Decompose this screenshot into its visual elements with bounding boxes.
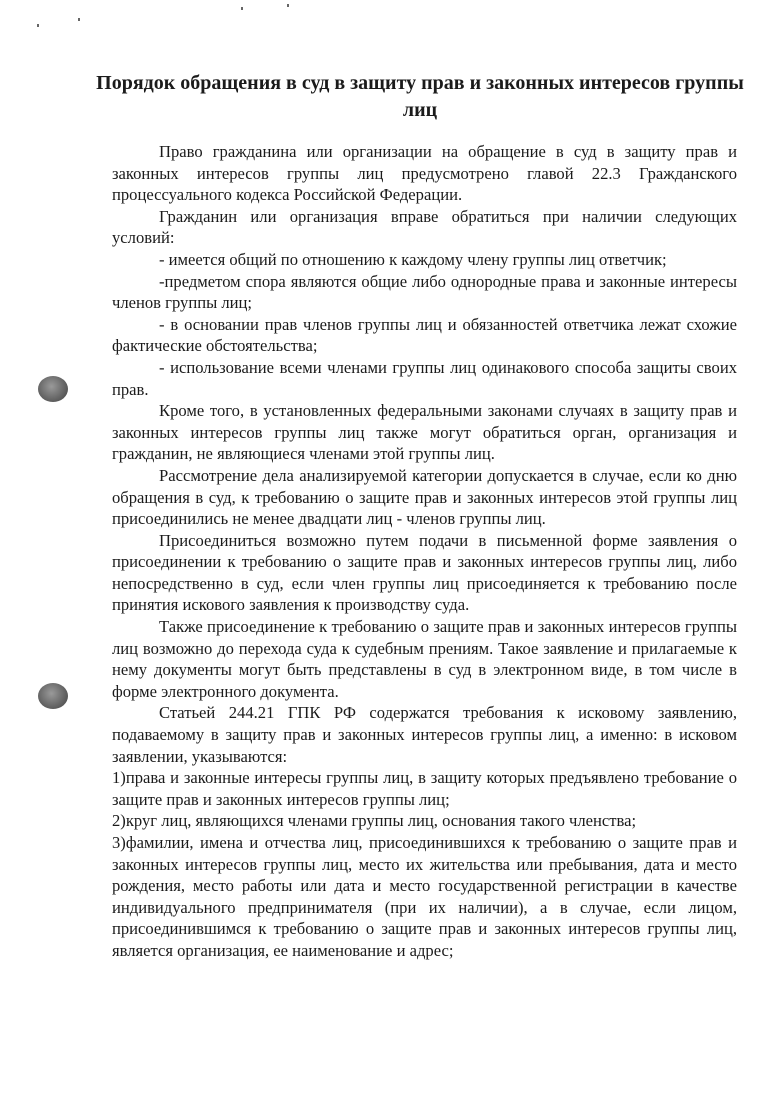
list-item: - имеется общий по отношению к каждому члену группы лиц ответчик; <box>159 249 667 269</box>
paragraph: Рассмотрение дела анализируемой категории допускается в случае, если ко дню обращения в суд, к требованию о защите прав и законных интересов этой группы лиц присоединились не менее двадцати лиц - членов группы лиц. <box>112 465 737 529</box>
scan-speck <box>78 18 80 21</box>
numbered-item: 2)круг лиц, являющихся членами группы лиц, основания такого членства; <box>112 811 637 831</box>
punch-hole-icon <box>38 376 68 402</box>
list-item: - использование всеми членами группы лиц одинакового способа защиты своих прав. <box>112 357 737 399</box>
paragraph: Гражданин или организация вправе обратиться при наличии следующих условий: <box>112 206 737 248</box>
paragraph: Право гражданина или организации на обращение в суд в защиту прав и законных интересов группы лиц предусмотрено главой 22.3 Гражданского процессуального кодекса Российской Федерации. <box>112 142 737 205</box>
punch-hole-icon <box>38 683 68 709</box>
scan-speck <box>37 24 39 27</box>
numbered-item: 3)фамилии, имена и отчества лиц, присоединившихся к требованию о защите прав и законных интересов группы лиц, место их жительства или пребывания, дата и место рождения, место работы или дата и место государственной регистрации в качестве индивидуального предпринимателя (при их наличии), а в случае, если лицом, присоединившимся к требованию о защите прав и законных интересов группы лиц, является организация, ее наименование и адрес; <box>112 833 737 960</box>
document-title: Порядок обращения в суд в защиту прав и законных интересов группы лиц <box>96 72 744 121</box>
paragraph: Статьей 244.21 ГПК РФ содержатся требования к исковому заявлению, подаваемому в защиту прав и законных интересов группы лиц, а именно: в исковом заявлении, указываются: <box>112 703 737 766</box>
list-item: -предметом спора являются общие либо однородные права и законные интересы членов группы лиц; <box>112 271 737 313</box>
paragraph: Присоединиться возможно путем подачи в письменной форме заявления о присоединении к требованию о защите прав и законных интересов группы лиц, либо непосредственно в суд, если член группы лиц присоединяется к требованию после принятия искового заявления к производству суда. <box>112 530 737 615</box>
paragraph: Кроме того, в установленных федеральными законами случаях в защиту прав и законных интересов группы лиц также могут обратиться орган, организация и гражданин, не являющиеся членами этой группы лиц. <box>112 401 737 464</box>
scan-speck <box>287 4 289 7</box>
numbered-item: 1)права и законные интересы группы лиц, в защиту которых предъявлено требование о защите прав и законных интересов группы лиц; <box>112 768 737 809</box>
paragraph: Также присоединение к требованию о защите прав и законных интересов группы лиц возможно до перехода суда к судебным прениям. Такое заявление и прилагаемые к нему документы могут быть представлены в суд в электронном виде, в том числе в форме электронного документа. <box>112 617 737 701</box>
document-body <box>112 141 737 962</box>
scan-speck <box>241 7 243 10</box>
list-item: - в основании прав членов группы лиц и обязанностей ответчика лежат схожие фактические обстоятельства; <box>112 314 737 356</box>
